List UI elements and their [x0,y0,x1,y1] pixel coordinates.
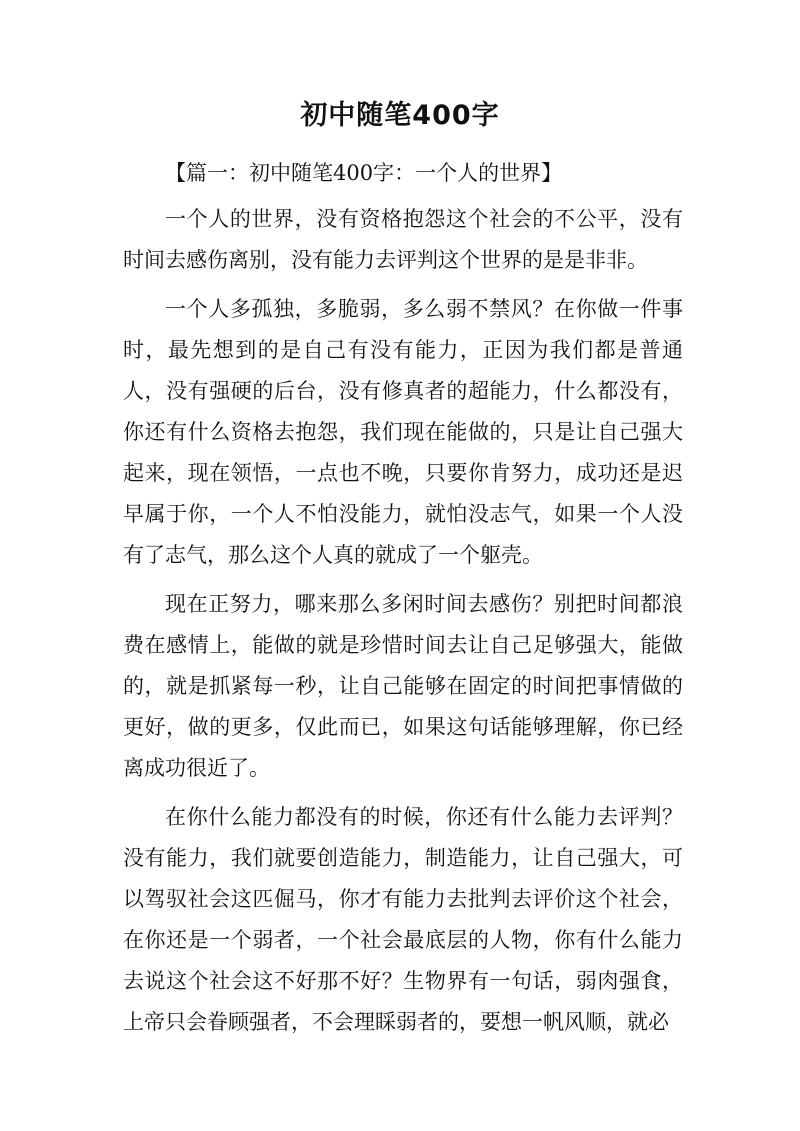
paragraph-1: 一个人的世界，没有资格抱怨这个社会的不公平，没有时间去感伤离别，没有能力去评判这个世界的是是非非。 [123,207,683,272]
document-body [123,153,683,1051]
paragraph-3: 现在正努力，哪来那么多闲时间去感伤？别把时间都浪费在感情上，能做的就是珍惜时间去让自己足够强大，能做的，就是抓紧每一秒，让自己能够在固定的时间把事情做的更好，做的更多，仅此而已，如果这句话能够理解，你已经离成功很近了。 [123,592,683,780]
document-title: 初中随笔400字 [300,100,500,131]
section-heading: 【篇一：初中随笔400字：一个人的世界】 [165,161,563,185]
paragraph-2: 一个人多孤独，多脆弱，多么弱不禁风？在你做一件事时，最先想到的是自己有没有能力，正因为我们都是普通人，没有强硬的后台，没有修真者的超能力，什么都没有，你还有什么资格去抱怨，我们现在能做的，只是让自己强大起来，现在领悟，一点也不晚，只要你肯努力，成功还是迟早属于你，一个人不怕没能力，就怕没志气，如果一个人没有了志气，那么这个人真的就成了一个躯壳。 [123,297,683,567]
paragraph-4: 在你什么能力都没有的时候，你还有什么能力去评判？没有能力，我们就要创造能力，制造能力，让自己强大，可以驾驭社会这匹倔马，你才有能力去批判去评价这个社会，在你还是一个弱者，一个社会最底层的人物，你有什么能力去说这个社会这不好那不好？生物界有一句话，弱肉强食，上帝只会眷顾强者，不会理睬弱者的，要想一帆风顺，就必 [123,805,683,1034]
